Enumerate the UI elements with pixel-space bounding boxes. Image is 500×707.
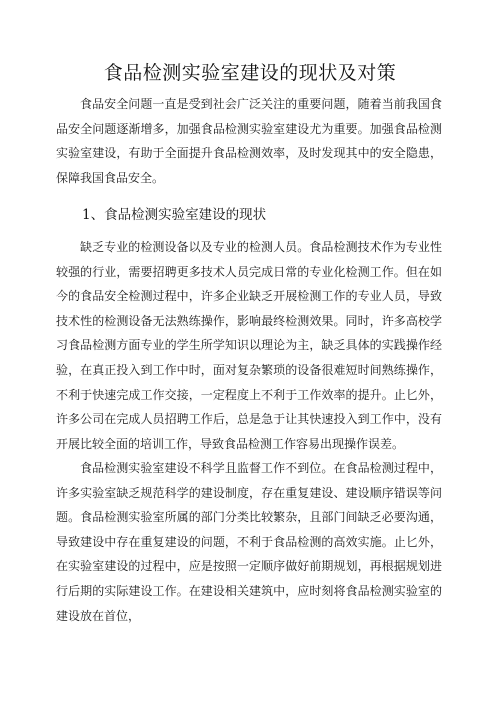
body-paragraph-construction: 食品检测实验室建设不科学且监督工作不到位。在食品检测过程中，许多实验室缺乏规范科学的建设制度，存在重复建设、建设顺序错误等问题。食品检测实验室所属的部门分类比较繁杂，且部门间缺乏必要沟通，导致建设中存在重复建设的问题，不利于食品检测的高效实施。止匕外，在实验室建设的过程中，应是按照一定顺序做好前期规划，再根据规划进行后期的实际建设工作。在建设相关建筑中，应时刻将食品检测实验室的建设放在首位， xyxy=(56,461,442,623)
intro-paragraph: 食品安全问题一直是受到社会广泛关注的重要问题，随着当前我国食品安全问题逐渐增多，加强食品检测实验室建设尤为重要。加强食品检测实验室建设，有助于全面提升食品检测效率，及时发现其中的安全隐患，保障我国食品安全。 xyxy=(56,97,442,185)
section-heading: 1、食品检测实验室建设的现状 xyxy=(82,207,267,223)
body-paragraph-equipment: 缺乏专业的检测设备以及专业的检测人员。食品检测技术作为专业性较强的行业，需要招聘更多技术人员完成日常的专业化检测工作。但在如今的食品安全检测过程中，许多企业缺乏开展检测工作的专业人员，导致技术性的检测设备无法熟练操作，影响最终检测效果。同时，许多高校学习食品检测方面专业的学生所学知识以理论为主，缺乏具体的实践操作经验，在真正投入到工作中时，面对复杂繁琐的设备很难短时间熟练操作，不利于快速完成工作交接，一定程度上不利于工作效率的提升。止匕外，许多公司在完成人员招聘工作后，总是急于让其快速投入到工作中，没有开展比较全面的培训工作，导致食品检测工作容易出现操作误差。 xyxy=(56,240,442,451)
document-title: 食品检测实验室建设的现状及对策 xyxy=(103,62,397,84)
